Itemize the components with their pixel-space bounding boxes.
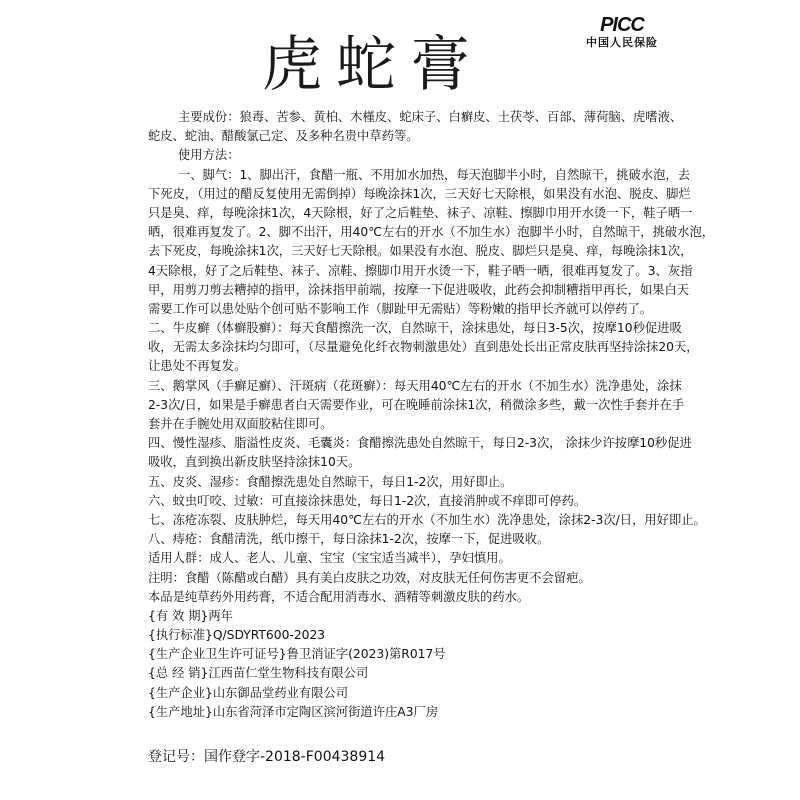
logo-name: 中国人民保险	[586, 36, 658, 49]
text-line: 2-3次/日，如果是手癣患者白天需要作业，可在晚睡前涂抹1次，稍微涂多些，戴一次性手套并在手	[148, 397, 685, 412]
logo-mark: PICC	[600, 14, 644, 36]
text-line: 本品是纯草药外用药膏，不适合配用消毒水、酒精等刺激皮肤的药水。	[148, 589, 530, 604]
text-line: 三、鹅掌风（手癣足癣）、汗斑病（花斑癣）：每天用40℃左右的开水（不加生水）洗净患处，涂抹	[148, 378, 682, 393]
text-line: 五、皮炎、湿疹：食醋擦洗患处自然晾干，每日1-2次，用好即止。	[148, 474, 513, 489]
text-line: 适用人群：成人、老人、儿童、宝宝（宝宝适当减半），孕妇慎用。	[148, 551, 511, 566]
text-line: 需要工作可以患处贴个创可贴不影响工作（脚趾甲无需贴）等粉嫩的指甲长齐就可以停药了。	[148, 301, 653, 316]
text-line: {生产地址}山东省菏泽市定陶区滨河街道许庄A3厂房	[148, 704, 439, 719]
text-line: 二、牛皮癣（体癣股癣）：每天食醋擦洗一次，自然晾干，涂抹患处，每日3-5次，按摩10秒促进吸	[148, 321, 682, 336]
text-line: 只是臭、痒，每晚涂抹1次，4天除根，好了之后鞋垫、袜子、凉鞋、擦脚巾用开水烫一下，鞋子晒一	[148, 205, 693, 220]
text-line: 七、冻疮冻裂、皮肤肿烂，每天用40℃左右的开水（不加生水）洗净患处，涂抹2-3次/日，用好即止。	[148, 512, 706, 527]
text-line: {生产企业}山东御品堂药业有限公司	[148, 685, 349, 700]
text-line: {执行标准}Q/SDYRT600-2023	[148, 628, 326, 643]
text-line: 使用方法：	[178, 148, 240, 163]
text-line: 4天除根，好了之后鞋垫、袜子、凉鞋、擦脚巾用开水烫一下，鞋子晒一晒，很难再复发了。3、灰指	[148, 263, 693, 278]
text-line: 下死皮，（用过的醋反复使用无需倒掉）每晚涂抹1次，三天好七天除根，如果没有水泡、脱皮、脚烂	[148, 186, 691, 201]
text-line: 吸收，直到换出新皮肤坚持涂抹10天。	[148, 455, 361, 470]
text-line: 收，无需太多涂抹均匀即可，（尽量避免化纤衣物刺激患处）直到患处长出正常皮肤再坚持涂抹20天，	[148, 340, 699, 355]
text-line: 四、慢性湿疹、脂溢性皮炎、毛囊炎：食醋擦洗患处自然晾干，每日2-3次， 涂抹少许按摩10秒促进	[148, 436, 692, 451]
text-line: 甲，用剪刀剪去糟掉的指甲，涂抹指甲前端，按摩一下促进吸收，此药会抑制糟指甲再长，如果白天	[148, 282, 690, 297]
text-line: 六、蚊虫叮咬、过敏：可直接涂抹患处，每日1-2次，直接消肿或不痒即可停药。	[148, 493, 587, 508]
text-line: 注明：食醋（陈醋或白醋）具有美白皮肤之功效，对皮肤无任何伤害更不会留疤。	[148, 570, 591, 585]
product-title: 虎蛇膏	[262, 30, 484, 100]
text-line: 八、痔疮：食醋清洗，纸巾擦干，每日涂抹1-2次，按摩一下，促进吸收。	[148, 532, 550, 547]
registration-number: 登记号：国作登字-2018-F00438914	[148, 749, 386, 765]
text-line: {总 经 销}江西苗仁堂生物科技有限公司	[148, 666, 369, 681]
text-line: {生产企业卫生许可证号}鲁卫消证字(2023)第R017号	[148, 647, 446, 662]
instructions-text	[148, 108, 715, 722]
text-line: 主要成份：狼毒、苦参、黄柏、木槿皮、蛇床子、白癣皮、土茯苓、百部、薄荷脑、虎嗜液、	[178, 110, 683, 124]
text-line: 晒，很难再复发了。2、脚不出汗，用40℃左右的开水（不加生水）泡脚半小时，自然晾干，挑破水泡，	[148, 225, 715, 240]
text-line: 一、脚气：1、脚出汗，食醋一瓶、不用加水加热，每天泡脚半小时，自然晾干，挑破水泡，去	[178, 167, 690, 182]
picc-logo	[586, 14, 658, 50]
text-line: 让患处不再复发。	[148, 359, 247, 374]
text-line: 套并在手腕处用双面胶粘住即可。	[148, 417, 333, 431]
text-line: {有 效 期}两年	[148, 608, 233, 623]
text-line: 去下死皮，每晚涂抹1次，三天好七天除根。如果没有水泡、脱皮、脚烂只是臭、痒，每晚涂抹1次，	[148, 244, 693, 259]
text-line: 蛇皮、蛇油、醋酸氯己定、及多种名贵中草药等。	[148, 129, 419, 144]
